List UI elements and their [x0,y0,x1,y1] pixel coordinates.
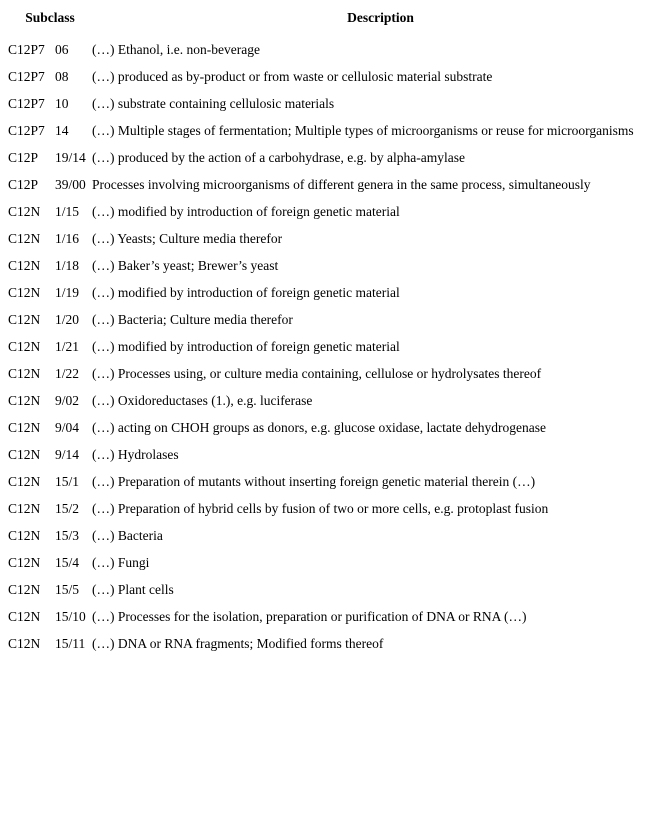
subclass-code: C12N [8,500,41,516]
table-row [0,90,669,117]
subclass-code: C12N [8,608,41,624]
subclass-number: 15/2 [55,500,80,516]
subclass-code: C12P [8,176,39,192]
subclass-code: C12N [8,419,41,435]
subclass-number: 15/4 [55,554,80,570]
table-row [0,603,669,630]
subclass-code: C12N [8,203,41,219]
table-row [0,414,669,441]
table-row [0,549,669,576]
subclass-number: 15/1 [55,473,80,489]
subclass-number: 1/16 [55,230,80,246]
table-row [0,117,669,144]
subclass-code: C12N [8,338,41,354]
table-row [0,63,669,90]
subclass-number: 14 [55,122,69,138]
subclass-number: 9/02 [55,392,80,408]
table-row [0,306,669,333]
subclass-number: 1/22 [55,365,80,381]
subclass-code: C12N [8,554,41,570]
row-description: (…) Processes using, or culture media containing, cellulose or hydrolysates thereof [92,365,542,381]
row-description: (…) Preparation of mutants without inserting foreign genetic material therein (…) [92,473,536,489]
table-row [0,495,669,522]
row-description: (…) Fungi [92,554,150,570]
row-description: (…) acting on CHOH groups as donors, e.g. glucose oxidase, lactate dehydrogenase [92,419,547,435]
row-description: (…) Ethanol, i.e. non-beverage [92,41,260,57]
subclass-number: 06 [55,41,69,57]
table-row [0,522,669,549]
subclass-code: C12N [8,446,41,462]
table-row [0,468,669,495]
row-description: (…) Yeasts; Culture media therefor [92,230,283,246]
subclass-code: C12N [8,527,41,543]
row-description: (…) Bacteria; Culture media therefor [92,311,293,327]
subclass-number: 1/20 [55,311,80,327]
subclass-number: 9/04 [55,419,80,435]
row-description: (…) Multiple stages of fermentation; Multiple types of microorganisms or reuse for microorganisms [92,122,634,138]
subclass-code: C12N [8,257,41,273]
table-row [0,441,669,468]
subclass-code: C12P7 [8,95,45,111]
table-row [0,279,669,306]
subclass-number: 1/21 [55,338,80,354]
subclass-number: 1/18 [55,257,80,273]
row-description: (…) substrate containing cellulosic materials [92,95,335,111]
subclass-code: C12P [8,149,39,165]
subclass-number: 08 [55,68,69,84]
subclass-number: 1/15 [55,203,80,219]
subclass-code: C12P7 [8,122,45,138]
subclass-code: C12P7 [8,41,45,57]
row-description: Processes involving microorganisms of different genera in the same process, simultaneously [92,176,591,192]
table-row [0,576,669,603]
row-description: (…) produced by the action of a carbohydrase, e.g. by alpha-amylase [92,149,465,165]
table-row [0,630,669,657]
classification-table-body [0,36,669,657]
subclass-code: C12N [8,311,41,327]
subclass-code: C12P7 [8,68,45,84]
subclass-number: 15/3 [55,527,80,543]
subclass-column-header: Subclass [25,10,75,25]
row-description: (…) modified by introduction of foreign genetic material [92,284,400,300]
table-row [0,252,669,279]
description-column-header: Description [347,10,414,25]
subclass-number: 19/14 [55,149,86,165]
row-description: (…) Hydrolases [92,446,179,462]
table-row [0,36,669,63]
row-description: (…) Plant cells [92,581,174,597]
row-description: (…) modified by introduction of foreign genetic material [92,203,400,219]
subclass-number: 39/00 [55,176,86,192]
subclass-code: C12N [8,392,41,408]
subclass-number: 15/10 [55,608,86,624]
subclass-number: 10 [55,95,69,111]
row-description: (…) DNA or RNA fragments; Modified forms thereof [92,635,384,651]
row-description: (…) produced as by-product or from waste or cellulosic material substrate [92,68,493,84]
subclass-code: C12N [8,581,41,597]
table-row [0,144,669,171]
table-header [0,4,669,36]
subclass-code: C12N [8,284,41,300]
row-description: (…) Processes for the isolation, preparation or purification of DNA or RNA (…) [92,608,527,624]
row-description: (…) modified by introduction of foreign genetic material [92,338,400,354]
row-description: (…) Oxidoreductases (1.), e.g. luciferase [92,392,313,408]
subclass-code: C12N [8,635,41,651]
subclass-code: C12N [8,230,41,246]
subclass-number: 15/5 [55,581,80,597]
subclass-code: C12N [8,473,41,489]
subclass-code: C12N [8,365,41,381]
row-description: (…) Baker’s yeast; Brewer’s yeast [92,257,279,273]
subclass-number: 9/14 [55,446,80,462]
table-row [0,333,669,360]
table-row [0,198,669,225]
table-row [0,360,669,387]
subclass-number: 15/11 [55,635,86,651]
table-row [0,387,669,414]
header-row [0,4,669,36]
row-description: (…) Preparation of hybrid cells by fusion of two or more cells, e.g. protoplast fusion [92,500,549,516]
table-row [0,225,669,252]
subclass-number: 1/19 [55,284,80,300]
classification-table [0,4,669,657]
table-row [0,171,669,198]
row-description: (…) Bacteria [92,527,163,543]
